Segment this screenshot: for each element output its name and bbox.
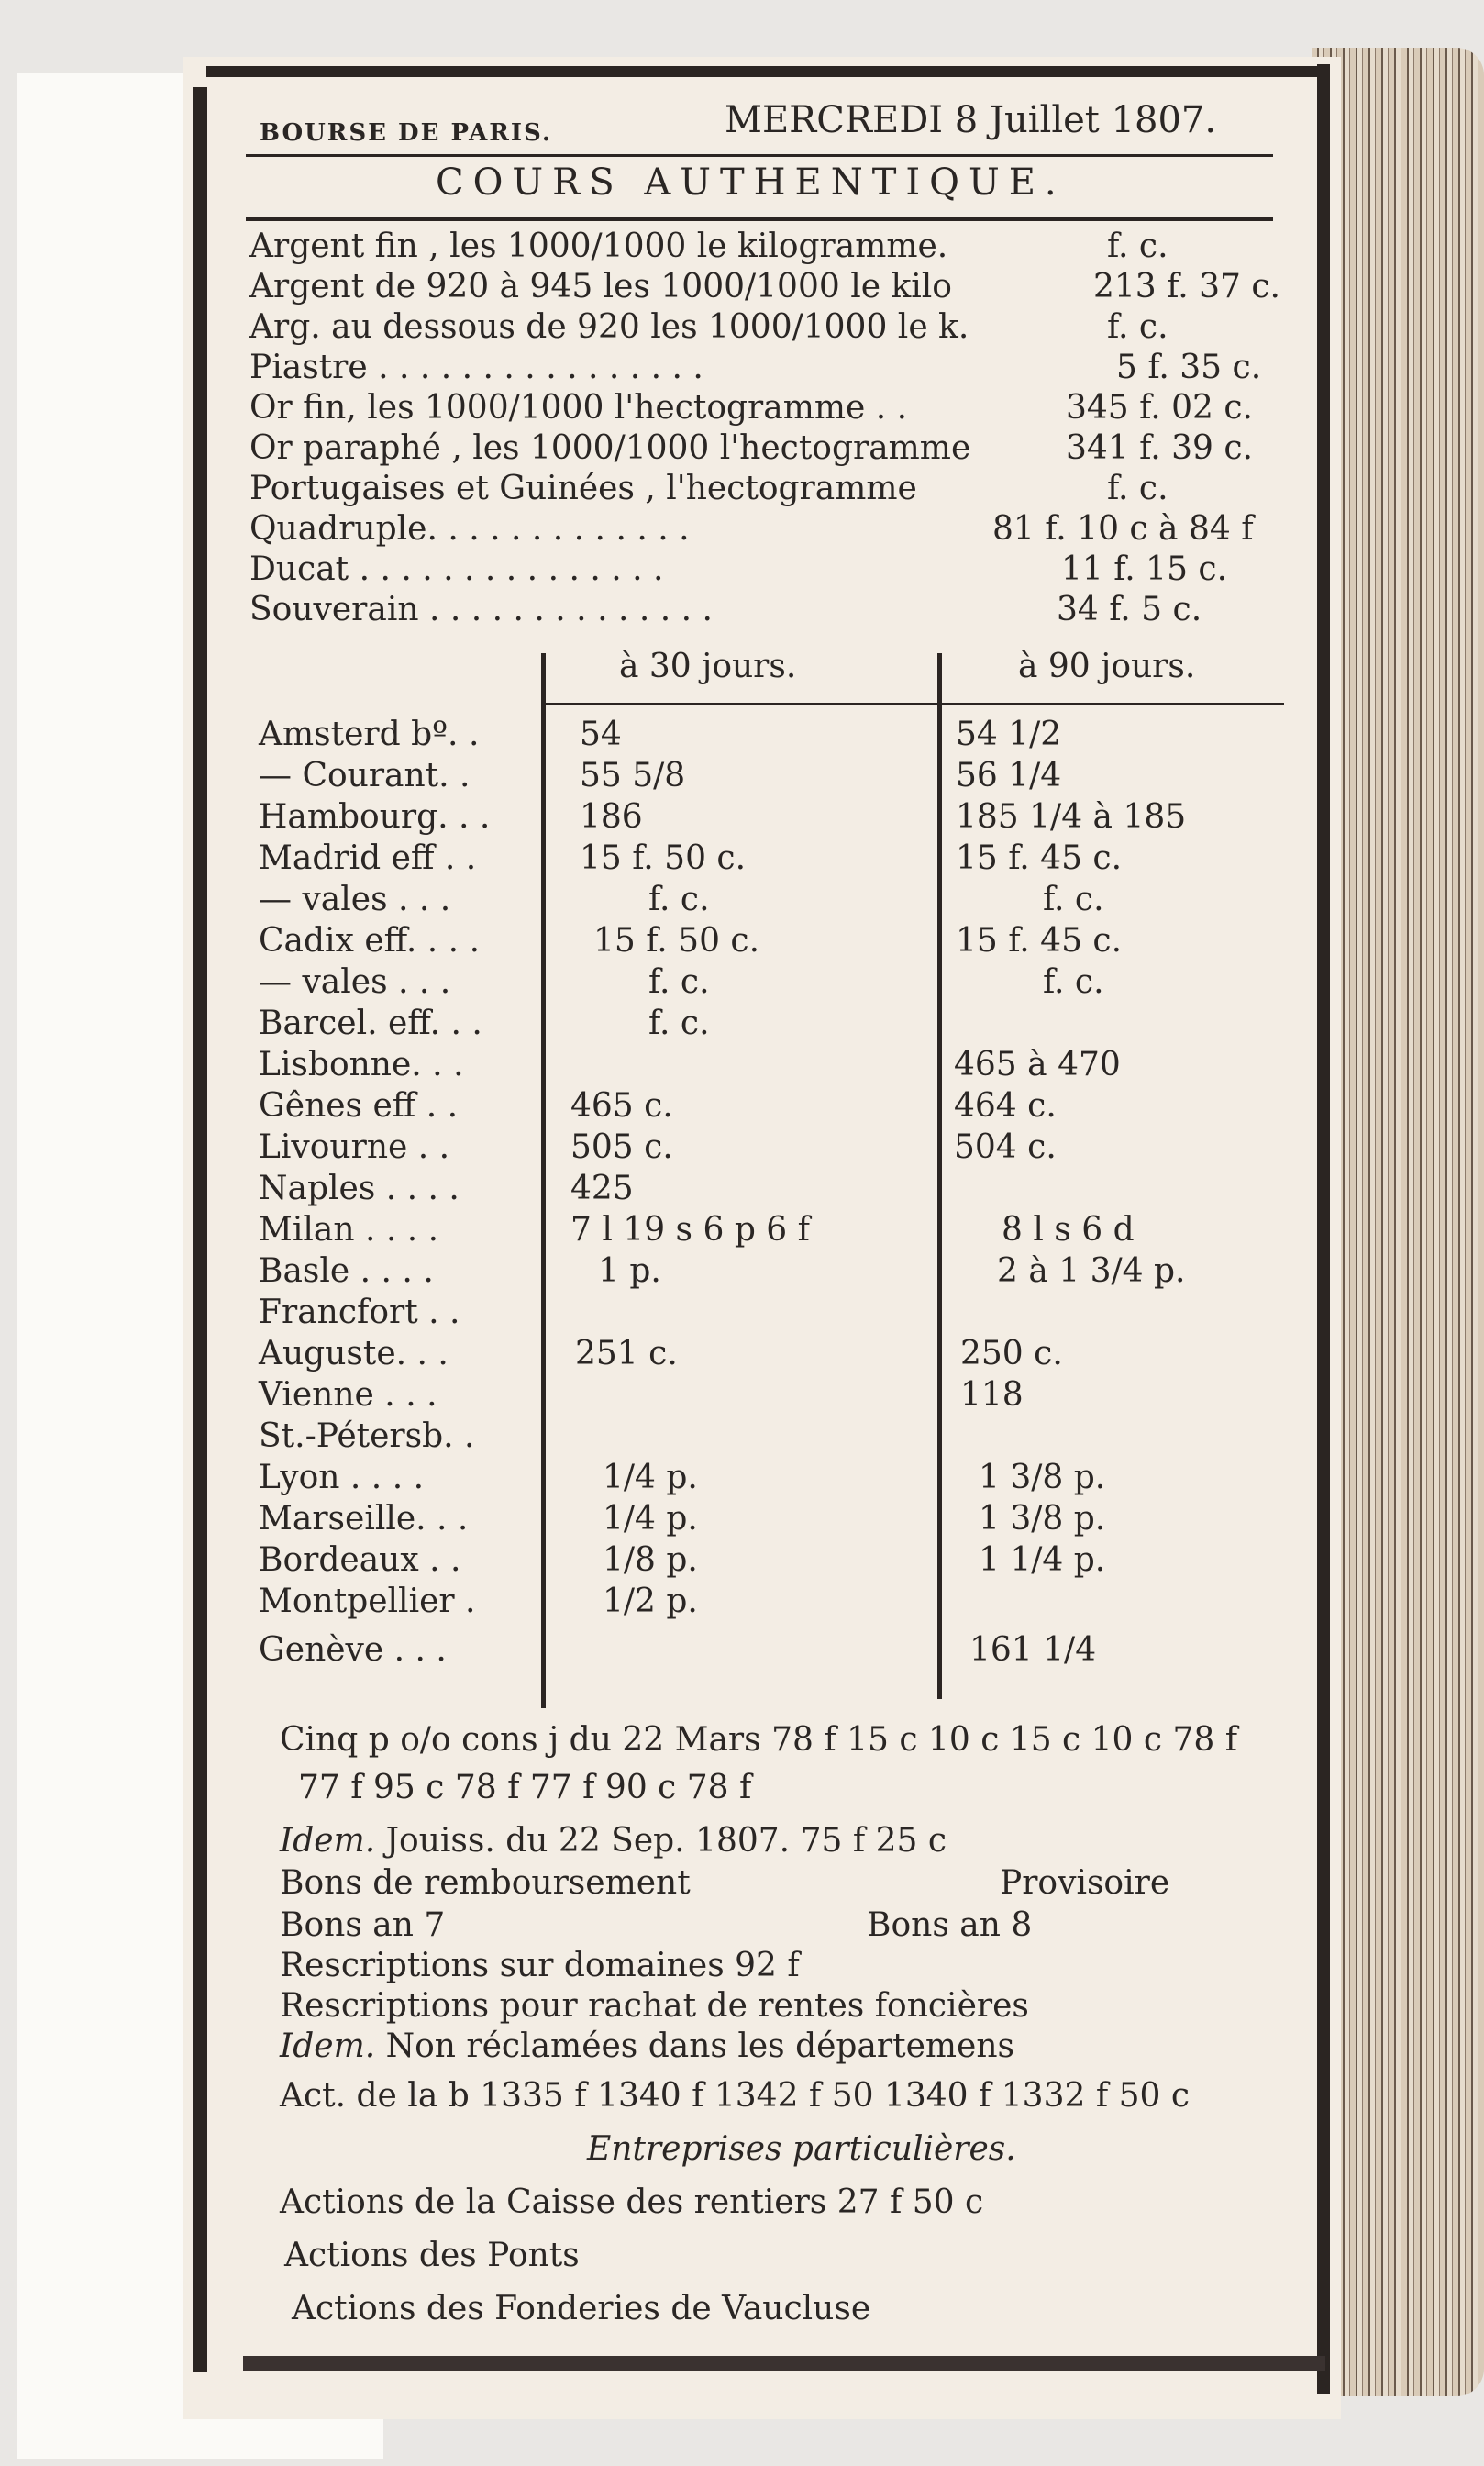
bons-an-8: Bons an 8	[867, 1906, 1033, 1944]
rate-30: 1 p.	[598, 1252, 661, 1290]
metal-value: f. c.	[1107, 470, 1168, 507]
frame-border-left	[193, 87, 207, 2372]
rate-30: f. c.	[648, 963, 710, 1001]
cinq-pour-cent-line-2: 77 f 95 c 78 f 77 f 90 c 78 f	[298, 1769, 752, 1806]
col-header-90: à 90 jours.	[1018, 648, 1196, 685]
rate-90: 118	[960, 1376, 1024, 1414]
exchange-place: — vales . . .	[259, 963, 451, 1001]
rate-30: 1/4 p.	[603, 1500, 698, 1538]
rate-90: 1 3/8 p.	[979, 1500, 1106, 1538]
exchange-place: Auguste. . .	[259, 1335, 449, 1372]
rate-30: 505 c.	[570, 1128, 673, 1166]
exchange-place: Hambourg. . .	[259, 798, 491, 836]
metal-value: 345 f. 02 c.	[1066, 389, 1253, 427]
idem-jouissance	[280, 1822, 947, 1860]
metal-label: Portugaises et Guinées , l'hectogramme	[249, 470, 917, 507]
metal-label: Piastre . . . . . . . . . . . . . . . .	[249, 349, 703, 386]
rate-30: 425	[570, 1170, 634, 1207]
exchange-place: Livourne . .	[259, 1128, 450, 1166]
metal-label: Or fin, les 1000/1000 l'hectogramme . .	[249, 389, 908, 427]
metal-label: Quadruple. . . . . . . . . . . . .	[249, 510, 690, 548]
metal-value: 5 f. 35 c.	[1116, 349, 1262, 386]
rate-30: 186	[580, 798, 643, 836]
metal-value: 341 f. 39 c.	[1066, 429, 1253, 467]
rate-30: 1/4 p.	[603, 1459, 698, 1496]
actions-fonderies: Actions des Fonderies de Vaucluse	[292, 2290, 871, 2327]
rate-90: 1 3/8 p.	[979, 1459, 1106, 1496]
rate-30: 7 l 19 s 6 p 6 f	[570, 1211, 810, 1249]
metal-label: Argent de 920 à 945 les 1000/1000 le kilo	[249, 268, 952, 305]
rate-30: 15 f. 50 c.	[580, 839, 747, 877]
header-date: MERCREDI 8 Juillet 1807.	[725, 99, 1217, 141]
rate-90: 1 1/4 p.	[979, 1541, 1106, 1579]
rate-30: 15 f. 50 c.	[593, 922, 760, 960]
rate-30: 1/2 p.	[603, 1583, 698, 1620]
rate-90: 2 à 1 3/4 p.	[997, 1252, 1186, 1290]
rate-30: f. c.	[648, 881, 710, 918]
exchange-place: Cadix eff. . . .	[259, 922, 481, 960]
rate-90: 54 1/2	[956, 716, 1062, 753]
metal-value: 34 f. 5 c.	[1057, 591, 1202, 628]
rate-30: f. c.	[648, 1005, 710, 1042]
metal-label: Souverain . . . . . . . . . . . . . .	[249, 591, 713, 628]
metal-label: Argent fin , les 1000/1000 le kilogramme.	[249, 228, 948, 265]
rate-90: 465 à 470	[954, 1046, 1121, 1083]
metal-value: 213 f. 37 c.	[1093, 268, 1280, 305]
idem-non-reclamees	[280, 2027, 1014, 2065]
exchange-place: Naples . . . .	[259, 1170, 460, 1207]
actions-caisse-rentiers: Actions de la Caisse des rentiers 27 f 50 c	[280, 2183, 984, 2221]
frame-border-right	[1317, 64, 1330, 2394]
exchange-place: Madrid eff . .	[259, 839, 477, 877]
rate-90: f. c.	[1043, 963, 1104, 1001]
rate-90: 185 1/4 à 185	[956, 798, 1187, 836]
exchange-place: St.-Pétersb. .	[259, 1417, 475, 1455]
exchange-place: Marseille. . .	[259, 1500, 469, 1538]
metal-value: f. c.	[1107, 228, 1168, 265]
exchange-place: — Courant. .	[259, 757, 471, 794]
metal-label: Ducat . . . . . . . . . . . . . . .	[249, 550, 664, 588]
metal-value: f. c.	[1107, 308, 1168, 346]
rate-90: 250 c.	[960, 1335, 1063, 1372]
exchange-place: Montpellier .	[259, 1583, 476, 1620]
exchange-place: Basle . . . .	[259, 1252, 434, 1290]
metal-label: Or paraphé , les 1000/1000 l'hectogramme	[249, 429, 971, 467]
exchange-place: Gênes eff . .	[259, 1087, 459, 1125]
exchange-divider-left	[541, 653, 546, 1708]
metal-label: Arg. au dessous de 920 les 1000/1000 le k.	[249, 308, 969, 346]
actions-ponts: Actions des Ponts	[284, 2237, 580, 2274]
metal-value: 81 f. 10 c à 84 f	[992, 510, 1254, 548]
rate-90: 161 1/4	[969, 1631, 1097, 1669]
exchange-place: Lisbonne. . .	[259, 1046, 464, 1083]
rate-90: 504 c.	[954, 1128, 1057, 1166]
exchange-place: Vienne . . .	[259, 1376, 437, 1414]
exchange-place: Francfort . .	[259, 1294, 460, 1331]
title-rule	[246, 217, 1273, 221]
rate-30: 55 5/8	[580, 757, 686, 794]
exchange-divider-right	[937, 653, 942, 1699]
rate-30: 54	[580, 716, 622, 753]
exchange-place: Amsterd bº. .	[259, 716, 480, 753]
col-header-30: à 30 jours.	[619, 648, 797, 685]
exchange-place: Milan . . . .	[259, 1211, 439, 1249]
actions-banque: Act. de la b 1335 f 1340 f 1342 f 50 1340 f 1332 f 50 c	[280, 2077, 1191, 2115]
frame-border-top	[206, 66, 1325, 77]
provisoire: Provisoire	[1000, 1864, 1170, 1902]
frame-border-bottom	[243, 2356, 1325, 2371]
rescriptions-rachat: Rescriptions pour rachat de rentes foncières	[280, 1987, 1029, 2025]
idem-italic-label: Idem.	[280, 1822, 376, 1860]
exchange-place: — vales . . .	[259, 881, 451, 918]
idem2-rest: Non réclamées dans les départemens	[375, 2027, 1015, 2065]
rate-30: 1/8 p.	[603, 1541, 698, 1579]
exchange-place: Bordeaux . .	[259, 1541, 461, 1579]
header-bourse: BOURSE DE PARIS.	[260, 119, 552, 147]
idem-jouissance-rest: Jouiss. du 22 Sep. 1807. 75 f 25 c	[375, 1822, 947, 1860]
idem2-italic-label: Idem.	[280, 2027, 376, 2065]
rate-30: 251 c.	[575, 1335, 678, 1372]
metal-value: 11 f. 15 c.	[1061, 550, 1228, 588]
rate-90: 464 c.	[954, 1087, 1057, 1125]
rate-90: 56 1/4	[956, 757, 1062, 794]
header-rule	[246, 154, 1273, 157]
exchange-place: Genève . . .	[259, 1631, 447, 1669]
rescriptions-domaines: Rescriptions sur domaines 92 f	[280, 1947, 800, 1984]
rate-90: 15 f. 45 c.	[956, 922, 1123, 960]
rate-90: 15 f. 45 c.	[956, 839, 1123, 877]
bons-an-7: Bons an 7	[280, 1906, 446, 1944]
exchange-place: Barcel. eff. . .	[259, 1005, 482, 1042]
exchange-place: Lyon . . . .	[259, 1459, 425, 1496]
rate-30: 465 c.	[570, 1087, 673, 1125]
cinq-pour-cent-line-1: Cinq p o/o cons j du 22 Mars 78 f 15 c 10 c 15 c 10 c 78 f	[280, 1721, 1238, 1759]
rate-90: f. c.	[1043, 881, 1104, 918]
page-title: COURS AUTHENTIQUE.	[436, 161, 1066, 204]
entreprises-heading: Entreprises particulières.	[587, 2130, 1016, 2168]
rate-90: 8 l s 6 d	[1002, 1211, 1135, 1249]
bons-remboursement: Bons de remboursement	[280, 1864, 691, 1902]
exchange-header-rule	[543, 703, 1284, 705]
